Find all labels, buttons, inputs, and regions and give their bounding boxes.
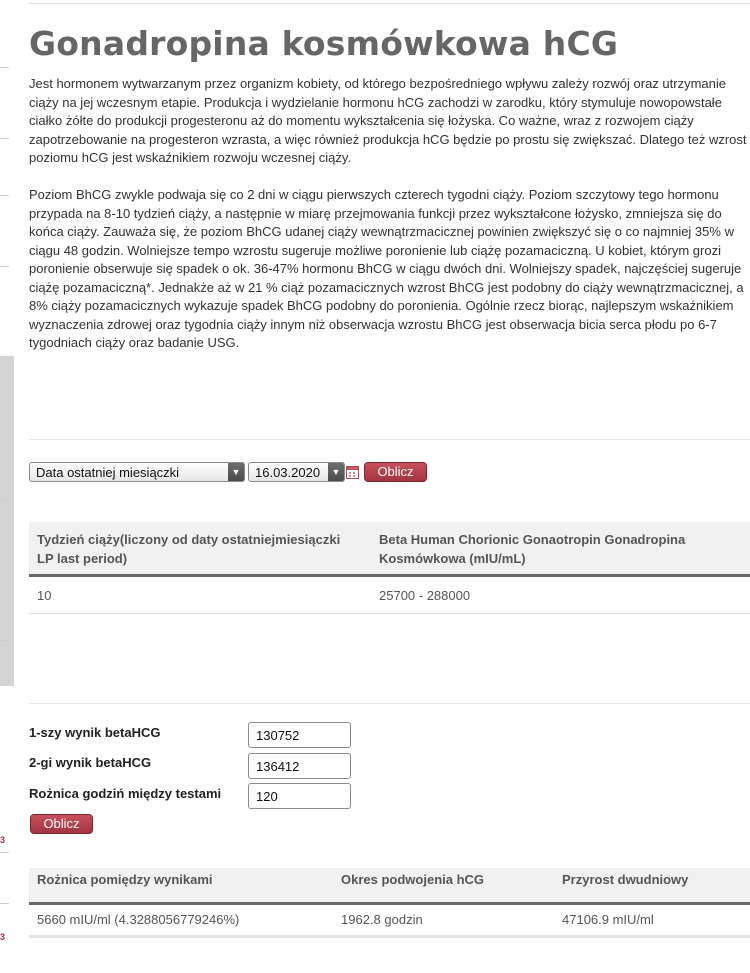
chevron-down-icon: ▼ <box>328 463 344 481</box>
calendar-icon[interactable] <box>346 466 359 479</box>
info-paragraph: Poziom BhCG zwykle podwaja się co 2 dni w ciągu pierwszych czterech tygodni ciąży. Poziom szczytowy tego hormonu przypada na 8-10 tydzień ciąży, a następnie w miarę przejmowania funkcji przez wykształcone łożysko, zmniejsza się do końca ciąży. Zauważa się, że poziom BhCG udanej ciąży wewnątrzmacicznej powinien zwiększyć się o co najmniej 35% w ciągu 48 godzin. Wolniejsze tempo wzrostu sugeruje możliwe poronienie lub ciążę pozamaciczną. U kobiet, którym grozi poronienie obserwuje się spadek o ok. 36-47% hormonu BhCG w ciągu dwóch dni. Wolniejszy spadek, najczęściej sugeruje ciążę pozamaciczną*. Jednakże aż w 21 % ciąż pozamacicznych wzrost BhCG jest podobny do ciąży wewnątrzmacicznej, a 8% ciąży pozamacicznych wykazuje spadek BhCG podobny do poronienia. Ogólnie rzecz biorąc, najlepszym wskaźnikiem wyznaczenia zdrowej oraz tygodnia ciąży innym niż obserwacja wzrostu BhCG jest obserwacja bicia serca płodu po 6-7 tygodniach ciąży oraz badanie USG. <box>29 187 744 350</box>
doubling-time-cell: 1962.8 godzin <box>341 912 423 927</box>
hcg-range-cell: 25700 - 288000 <box>379 587 471 603</box>
date-type-select[interactable] <box>29 462 245 482</box>
top-divider <box>28 3 750 4</box>
chevron-down-icon: ▼ <box>228 463 244 481</box>
column-header: Przyrost dwudniowy <box>562 872 689 887</box>
date-select[interactable] <box>248 462 345 482</box>
column-header: Tydzień ciąży(liczony od daty ostatniejmiesiączki LP last period) <box>37 532 341 566</box>
column-header: Rożnica pomiędzy wynikami <box>37 872 213 887</box>
first-result-input[interactable] <box>248 722 351 748</box>
difference-cell: 5660 mIU/ml (4.3288056779246%) <box>37 912 240 927</box>
left-sidebar-edge <box>0 0 14 973</box>
table-row <box>29 576 750 614</box>
intro-paragraph: Jest hormonem wytwarzanym przez organizm kobiety, od którego bezpośredniego wpływu zależy rozwój oraz utrzymanie ciąży na jej wczesnym etapie. Produkcja i wydzielanie hormonu hCG zachodzi w zarodku, który stymuluje nowopowstałe ciałko żółte do produkcji progesteronu aż do momentu wykształcenia się łożyska. Co ważne, wraz z rozwojem ciąży zapotrzebowanie na progesteron wzrasta, a więc również produkcja hCG będzie po prostu się zwiększać. Dlatego też wzrost poziomu hCG jest wskaźnikiem rozwoju wczesnej ciąży. <box>29 76 747 165</box>
second-result-label: 2-gi wynik betaHCG <box>29 755 152 770</box>
week-result-table <box>29 522 750 614</box>
date-select-value: 16.03.2020 <box>255 465 321 480</box>
table-row <box>29 903 750 936</box>
calculate-hcg-button[interactable]: Oblicz <box>30 814 93 834</box>
hours-difference-input[interactable] <box>248 783 351 809</box>
section-divider <box>29 439 750 440</box>
week-cell: 10 <box>37 587 52 603</box>
date-type-select-value: Data ostatniej miesiączki <box>36 465 180 480</box>
two-day-increase-cell: 47106.9 mIU/ml <box>562 912 654 927</box>
sidebar-mark: 3 <box>0 932 6 942</box>
sidebar-mark: 3 <box>0 835 6 845</box>
hcg-result-table <box>29 868 750 938</box>
page-title: Gonadropina kosmówkowa hCG <box>29 24 619 63</box>
section-divider <box>29 703 750 704</box>
column-header: Okres podwojenia hCG <box>341 872 485 887</box>
hours-difference-label: Rożnica godziń między testami <box>29 786 222 801</box>
calculate-week-button[interactable]: Oblicz <box>364 462 427 482</box>
first-result-label: 1-szy wynik betaHCG <box>29 725 161 740</box>
second-result-input[interactable] <box>248 753 351 779</box>
column-header: Beta Human Chorionic Gonaotropin Gonadropina Kosmówkowa (mIU/mL) <box>379 532 686 566</box>
